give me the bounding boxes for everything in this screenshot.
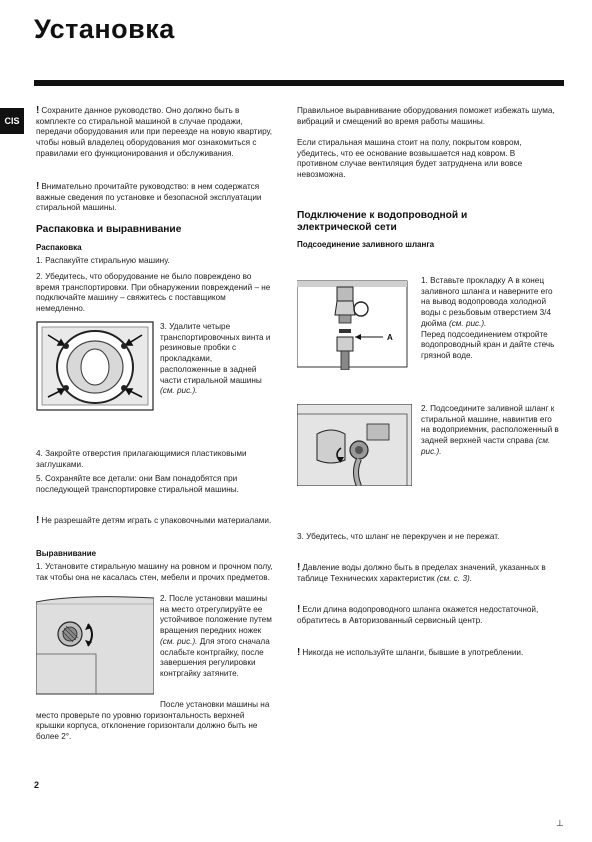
hose-step-2: 2. Подсоедините заливной шланг к стиральной машине, навинтив его на водоприемник, расположенный в задней верхней части справа (см. рис.). bbox=[421, 404, 559, 456]
page-number: 2 bbox=[34, 780, 40, 790]
level-step-2-continued: После установки машины на место проверьте по уровню горизонтальность верхней крышки корпуса, отклонение горизонтали должно быть не более 2°. bbox=[36, 700, 270, 742]
note-water-pressure: ! Давление воды должно быть в пределах значений, указанных в таблице Технических характеристик (см. с. 3). bbox=[297, 562, 546, 583]
warning-icon: ! bbox=[36, 515, 40, 526]
figure-machine-inlet bbox=[297, 404, 412, 486]
warning-icon: ! bbox=[297, 562, 301, 573]
subtitle-hose-connection: Подсоединение заливного шланга bbox=[297, 240, 435, 249]
unpack-step-4: 4. Закройте отверстия прилагающимися пластиковыми заглушками. bbox=[36, 449, 247, 469]
carpet-note-text: Если стиральная машина стоит на полу, покрытом ковром, убедитесь, что ее основание возвышается над ковром. В противном случае вентиляция будет затруднена или вовсе невозможна. bbox=[297, 138, 523, 180]
level-step-1: 1. Установите стиральную машину на ровном и прочном полу, так чтобы она не касалась стен, мебели и прочих предметов. bbox=[36, 562, 273, 582]
gasket-label-a: A bbox=[387, 333, 393, 342]
note-hose-length: ! Если длина водопроводного шланга окажется недостаточной, обратитесь в Авторизованный сервисный центр. bbox=[297, 604, 539, 625]
note-read-manual: ! Внимательно прочитайте руководство: в нем содержатся важные сведения по установке и безопасной эксплуатации стиральной машины. bbox=[36, 181, 262, 213]
level-step-2: 2. После установки машины на место отрегулируйте ее устойчивое положение путем вращения передних ножек (см. рис.). Для этого сначала ослабьте контргайку, после завершения регулировки контргайку затяните. bbox=[160, 594, 272, 678]
note-keep-manual: ! Сохраните данное руководство. Оно должно быть в комплекте со стиральной машиной в случае продажи, передачи оборудования или при переезде на новую квартиру, чтобы новый владелец оборудования мог ознакомиться с правилами его функционирования и обслуживания. bbox=[36, 105, 273, 158]
unpack-step-5: 5. Сохраняйте все детали: они Вам понадобятся при последующей транспортировке стиральной машины. bbox=[36, 474, 239, 494]
leveling-benefit-text: Правильное выравнивание оборудования поможет избежать шума, вибраций и смещений во время работы машины. bbox=[297, 106, 555, 126]
figure-inlet-hose-tap bbox=[297, 275, 412, 370]
hose-step-3: 3. Убедитесь, что шланг не перекручен и не пережат. bbox=[297, 532, 500, 541]
unpack-step-1: 1. Распакуйте стиральную машину. bbox=[36, 256, 170, 265]
warning-icon: ! bbox=[297, 604, 301, 615]
figure-transport-screws bbox=[36, 321, 154, 411]
warning-icon: ! bbox=[297, 647, 301, 658]
hose-step-1: 1. Вставьте прокладку А в конец заливного шланга и наверните его на вывод водопровода холодной воды с резьбовым отверстием 3/4 дюйма (см. рис.). Перед подсоединением откройте водопроводный кран и дайте стечь грязной воде. bbox=[421, 276, 555, 360]
note-used-hoses: ! Никогда не используйте шланги, бывшие в употреблении. bbox=[297, 647, 524, 658]
language-tab: CIS bbox=[0, 108, 24, 134]
section-title-unpacking-leveling: Распаковка и выравнивание bbox=[36, 224, 182, 235]
warning-icon: ! bbox=[36, 105, 40, 116]
unpack-step-3: 3. Удалите четыре транспортировочных винта и резиновые пробки с прокладками, расположенные в задней части стиральной машины (см. рис.). bbox=[160, 322, 271, 396]
section-title-connection: Подключение к водопроводной и электрической сети bbox=[297, 210, 468, 233]
page-title: Установка bbox=[34, 14, 175, 44]
corner-mark: ⊥ bbox=[556, 818, 564, 828]
subtitle-unpacking: Распаковка bbox=[36, 243, 82, 252]
subtitle-leveling: Выравнивание bbox=[36, 549, 97, 558]
figure-adjustable-feet bbox=[36, 594, 154, 704]
note-children: ! Не разрешайте детям играть с упаковочными материалами. bbox=[36, 515, 272, 526]
unpack-step-2: 2. Убедитесь, что оборудование не было повреждено во время транспортировки. При обнаружении повреждений – не подключайте машину – свяжитесь с поставщиком немедленно. bbox=[36, 272, 271, 314]
warning-icon: ! bbox=[36, 181, 40, 192]
header-rule bbox=[34, 80, 564, 86]
